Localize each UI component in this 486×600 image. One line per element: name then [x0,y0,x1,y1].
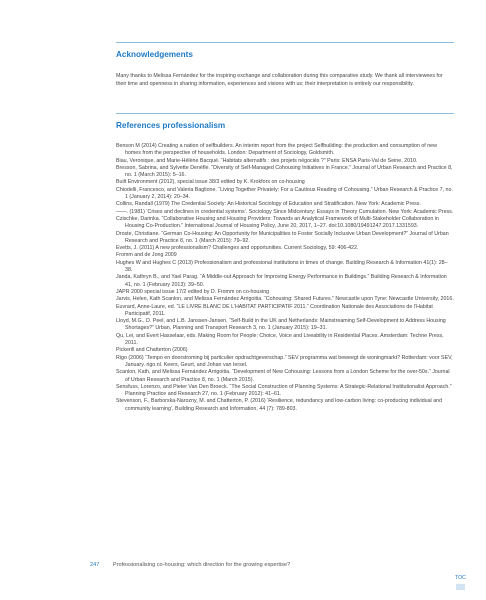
page-footer [90,562,290,568]
reference-entry: ——. (1981) ‘Crises and declines in credential systems’. Sociology Since Midcentury: Essays in Theory Cumulation. New York: Academic Press. [116,208,454,215]
reference-entry: Built Environment (2012), special issue 38/3 edited by K. Krokfors on co-housing [116,179,305,186]
running-title: Professionalising co-housing: which direction for the growing expertise? [112,562,291,568]
reference-list [116,143,454,413]
reference-entry: Lloyd, M.G., D. Peel, and L.B. Janssen-Jansen. “Self-Build in the UK and Netherlands: Mainstreaming Self-Development to Address Housing Shortages?” Urban, Planning and Transport Research 3, no. 1 (January 2015): 19–31. [116,318,446,332]
toc-lines-icon[interactable] [456,584,465,590]
reference-entry: JAPR 2000 special issue 17/2 edited by D. Fromm on co-housing [116,288,270,295]
references-heading: References professionalism [116,121,226,130]
reference-entry: Scanlon, Kath, and Melissa Fernández Arrigoitia. “Development of New Cohousing: Lessons from a London Scheme for the over-50s.” Journal of Urban Research and Practice 8, no. 1 (March 2015). [116,369,450,383]
section-divider [116,113,454,114]
reference-entry: Benson M (2014) Creating a nation of selfbuilders. An interim report from the project Selfbuilding: the production and consumption of new homes from the perspective of households. London: Department of Sociology, Goldsmith. [116,143,437,157]
reference-entry: Czischke, Darinka. “Collaborative Housing and Housing Providers: Towards an Analytical Framework of Multi-Stakeholder Collaboration in Housing Co-Production.” International Journal of Housing Policy, June 20, 2017, 1–27. doi:10.1080/19491247.2017.1331593. [116,215,439,230]
references-section [116,113,454,413]
acknowledgements-heading: Acknowledgements [116,50,193,59]
reference-entry: Evetts, J. (2011) A new professionalism? Challenges and opportunities. Current Sociology, 59: 406-422. [116,245,359,252]
page-number: 247 [90,562,100,568]
reference-entry: Stevenson, F., Barborska-Narozny, M. and Chatterton, P. (2016) ‘Resilience, redundancy and low-carbon living: co-producing individual and community learning’, Building Research and Information, 44 (7): 789-803. [116,398,443,412]
reference-entry: Hughes W and Hughes C (2013) Professionalism and professional institutions in times of change. Building Research & Information 41(1): 28–38. [116,259,448,274]
reference-entry: Biau, Veronique, and Marie-Hélène Bacqué. “Habitats alternatifs : des projets négociés ?” Paris: ENSA Paris-Val de Seine, 2010. [116,157,418,164]
toc-link[interactable]: TOC [455,575,466,581]
section-divider [116,42,454,43]
acknowledgements-body: Many thanks to Melissa Fernández for the inspiring exchange and collaboration during this comparative study. We thank all interviewees for their time and openness in sharing information, experiences and visions with us; their interpretation is entirely our responsibility. [116,73,443,87]
reference-entry: Chiodelli, Francesco, and Valeria Baglione. “Living Together Privately: For a Cautious Reading of Cohousing.” Urban Research & Practice 7, no. 1 (January 2, 2014): 20–34. [116,186,453,201]
reference-entry: Droste, Christiane. “German Co-Housing: An Opportunity for Municipalities to Foster Socially Inclusive Urban Development?” Journal of Urban Research and Practice 8, no. 1 (March 2015): 79–92. [116,230,449,244]
reference-entry: Janda, Kathryn B., and Yael Parag. “A Middle-out Approach for Improving Energy Performance in Buildings.” Building Research & Information 41, no. 1 (February 2013): 39–50. [116,274,447,288]
acknowledgements-section [116,42,454,88]
reference-entry: Collins, Randall (1979) The Credential Society: An Historical Sociology of Education and Stratification. New York: Academic Press. [116,201,421,208]
reference-entry: Euvrard, Anne-Laure, ed. “LE LIVRE BLANC DE L’HABITAT PARTICIPATIF 2011.” Coordination Nationale des Associations de l’Habitat Participatif, 2011. [116,303,433,317]
reference-entry: Bresson, Sabrina, and Sylvette Denèfle. “Diversity of Self-Managed Cohousing Initiatives in France.” Journal of Urban Research and Practice 8, no. 1 (March 2015): 5–16. [116,164,453,179]
reference-entry: Jarvis, Helen, Kath Scanlon, and Melissa Fernández Arrigoitia. “Cohousing: Shared Futures.” Newcastle upon Tyne: Newcastle University, 2016. [116,296,454,303]
reference-entry: Pickerill and Chatterton (2006) [116,347,188,354]
reference-entry: Sensfuss, Lorenzo, and Pieter Van Den Broeck. “The Social Construction of Planning Systems: A Strategic-Relational Institutionalist Approach.” Planning Practice and Research 27, no. 1 (February 2012): 41–61. [116,383,452,398]
reference-entry: Rigo (2006) “Tempo en doorstroming bij particulier opdrachtgeverschap.” SEV programma wat beweegt de woningmarkt? Rotterdam: voor SEV, January. rigo.nl. Keers, Geurt, and Johan van Iersel. [116,354,453,368]
reference-entry: Qu, Lei, and Evert Hasselaar, eds. Making Room for People: Choice, Voice and Liveability in Residential Places. Amsterdam: Techne Press, 2011. [116,332,444,347]
reference-entry: Fromm and de Jong 2009 [116,252,177,259]
